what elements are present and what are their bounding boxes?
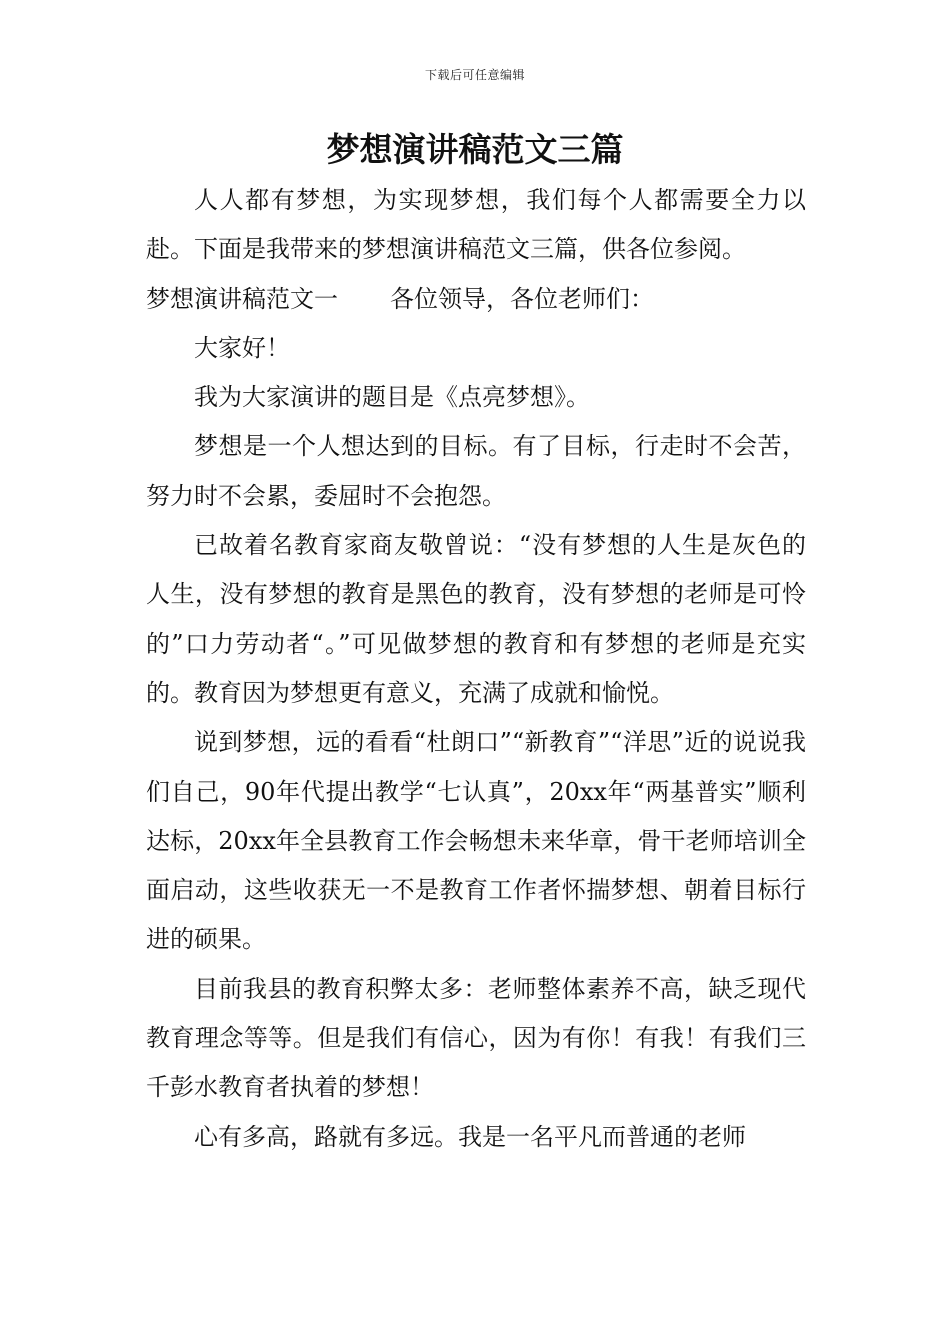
- intro-paragraph: 人人都有梦想，为实现梦想，我们每个人都需要全力以赴。下面是我带来的梦想演讲稿范文三篇，供各位参阅。: [146, 186, 806, 264]
- section-heading-line: [146, 275, 806, 324]
- paragraph-topic: 我为大家演讲的题目是《点亮梦想》。: [194, 383, 590, 412]
- paragraph-greeting: 大家好！: [194, 333, 290, 362]
- paragraph-current-issues: 目前我县的教育积弊太多：老师整体素养不高，缺乏现代教育理念等等。但是我们有信心，因为有你！有我！有我们三千彭水教育者执着的梦想！: [146, 974, 806, 1102]
- salutation: 各位领导，各位老师们：: [390, 284, 654, 313]
- header-note: 下载后可任意编辑: [424, 68, 525, 82]
- section-heading: 梦想演讲稿范文一: [146, 284, 338, 313]
- paragraph-closing-start: 心有多高，路就有多远。我是一名平凡而普通的老师: [194, 1122, 746, 1151]
- document-body: [146, 176, 806, 1162]
- document-title: 梦想演讲稿范文三篇: [326, 130, 624, 169]
- paragraph-dream-definition: 梦想是一个人想达到的目标。有了目标，行走时不会苦，努力时不会累，委屈时不会抱怨。: [146, 432, 806, 510]
- paragraph-quote: 已故着名教育家商友敬曾说：“没有梦想的人生是灰色的人生，没有梦想的教育是黑色的教育，没有梦想的老师是可怜的”口力劳动者“。”可见做梦想的教育和有梦想的老师是充实的。教育因为梦想更有意义，充满了成就和愉悦。: [146, 531, 806, 707]
- paragraph-achievements: 说到梦想，远的看看“杜朗口”“新教育”“洋思”近的说说我们自己，90年代提出教学“七认真”，20xx年“两基普实”顺利达标，20xx年全县教育工作会畅想未来华章，骨干老师培训全面启动，这些收获无一不是教育工作者怀揣梦想、朝着目标行进的硕果。: [146, 728, 806, 954]
